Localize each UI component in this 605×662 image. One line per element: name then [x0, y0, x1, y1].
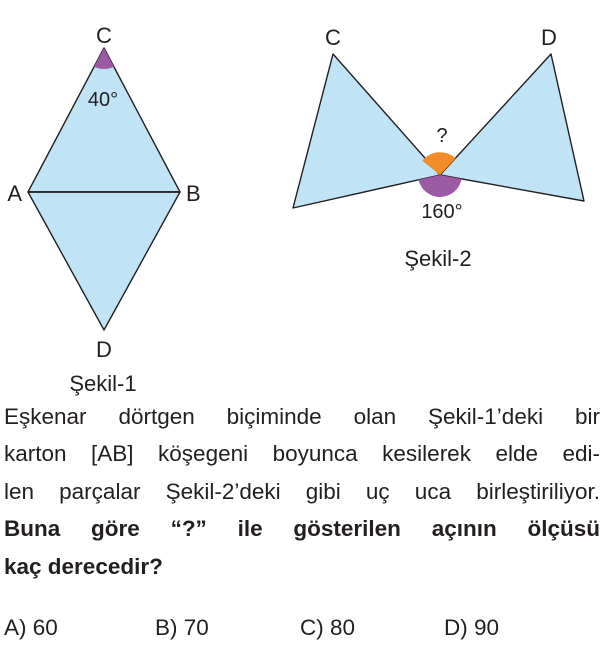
rhombus-bottom-triangle	[28, 192, 180, 330]
option-c[interactable]	[300, 608, 355, 648]
question-line-3: len parçalar Şekil-2’deki gibi uç uca birleştiriliyor.	[4, 478, 600, 504]
question-line-1: Eşkenar dörtgen biçiminde olan Şekil-1’deki bir	[4, 404, 600, 429]
unknown-angle-label: ?	[436, 125, 448, 147]
option-b-value: 70	[183, 615, 209, 640]
vertex-d-label: D	[96, 337, 112, 362]
angle-160-label: 160°	[421, 201, 463, 223]
option-d-letter: D)	[444, 615, 468, 640]
figure-2	[293, 25, 584, 271]
option-d[interactable]	[444, 608, 499, 648]
answer-options	[4, 608, 600, 648]
question-line-2: karton [AB] köşegeni boyunca kesilerek elde edi-	[4, 441, 600, 467]
option-d-value: 90	[474, 615, 500, 640]
option-a-value: 60	[32, 615, 58, 640]
angle-c-marker	[94, 48, 114, 69]
vertex-a-label: A	[7, 181, 22, 206]
vertex-b-label: B	[186, 181, 201, 206]
option-c-value: 80	[330, 615, 356, 640]
angle-c-label: 40°	[87, 89, 119, 111]
option-b-letter: B)	[155, 615, 178, 640]
vertex-d-label-fig2: D	[541, 25, 557, 50]
vertex-c-label-fig2: C	[325, 25, 341, 50]
right-triangle	[440, 54, 584, 201]
option-c-letter: C)	[300, 615, 324, 640]
question-prompt-line-2: kaç derecedir?	[4, 553, 163, 579]
option-b[interactable]	[155, 608, 209, 648]
left-triangle	[293, 54, 440, 208]
figure-1	[7, 23, 200, 396]
vertex-c-label: C	[96, 23, 112, 48]
figure-2-caption: Şekil-2	[404, 246, 472, 271]
question-text	[4, 398, 600, 585]
figure-1-caption: Şekil-1	[69, 371, 137, 396]
option-a[interactable]	[4, 608, 58, 648]
rhombus-top-triangle	[28, 48, 180, 192]
question-prompt-line-1: Buna göre “?” ile gösterilen açının ölçüsü	[4, 516, 600, 542]
option-a-letter: A)	[4, 615, 27, 640]
